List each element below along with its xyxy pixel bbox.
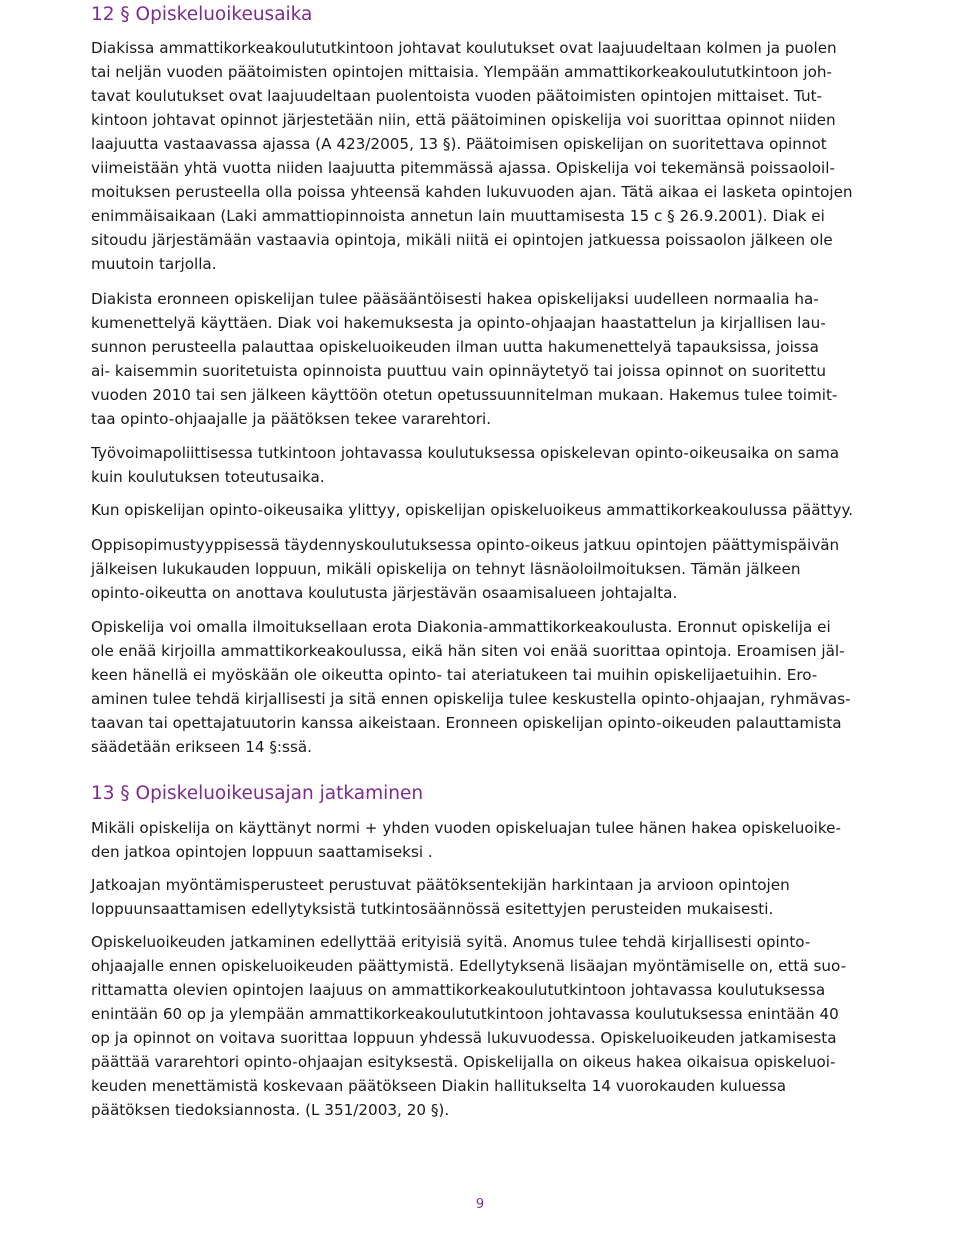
paragraph-opiskeluoikeusaika-duration: Diakissa ammattikorkeakoulututkintoon johtavat koulutukset ovat laajuudeltaan kolmen ja puolen tai neljän vuoden päätoimisten opintojen mittaisia. Ylempään ammattikorkeakoulututkintoon joh- tavat koulutukset ovat laajuudeltaan puolentoista vuoden päätoimisten opintojen mittaiset. Tut- kintoon johtavat opinnot järjestetään niin, että päätoiminen opiskelija voi suorittaa opinnot niiden laajuutta vastaavassa ajassa (A 423/2005, 13 §). Päätoimisen opiskelijan on suoritettava opinnot viimeistään yhtä vuotta niiden laajuutta pitemmässä ajassa. Opiskelija voi tekemänsä poissaoloil- moituksen perusteella olla poissa yhteensä kahden lukuvuoden ajan. Tätä aikaa ei lasketa opintojen enimmäisaikaan (Laki ammattiopinnoista annetun lain muuttamisesta 15 c § 26.9.2001). Diak ei sitoudu järjestämään vastaavia opintoja, mikäli niitä ei opintojen jatkuessa poissaolon jälkeen ole muutoin tarjolla. xyxy=(91,39,853,273)
paragraph-labour-policy-training: Työvoimapoliittisessa tutkintoon johtavassa koulutuksessa opiskelevan opinto-oikeusaika on sama kuin koulutuksen toteutusaika. xyxy=(91,444,840,486)
paragraph-extension-conditions: Opiskeluoikeuden jatkaminen edellyttää erityisiä syitä. Anomus tulee tehdä kirjallisesti opinto- ohjaajalle ennen opiskeluoikeuden päättymistä. Edellytyksenä lisäajan myöntämiselle on, että suo- rittamatta olevien opintojen laajuus on ammattikorkeakoulututkintoon johtavassa koulutuksessa enintään 60 op ja ylempään ammattikorkeakoulututkintoon johtavassa koulutuksessa enintään 40 op ja opinnot on voitava suorittaa loppuun yhdessä lukuvuodessa. Opiskeluoikeuden jatkamisesta päättää vararehtori opinto-ohjaajan esityksestä. Opiskelijalla on oikeus hakea oikaisua opiskeluoi- keuden menettämistä koskevaan päätökseen Diakin hallitukselta 14 vuorokauden kuluessa päätöksen tiedoksiannosta. (L 351/2003, 20 §). xyxy=(91,933,847,1119)
section-13-heading: 13 § Opiskeluoikeusajan jatkaminen xyxy=(91,783,424,804)
paragraph-right-expires: Kun opiskelijan opinto-oikeusaika ylittyy, opiskelijan opiskeluoikeus ammattikorkeakoulussa päättyy. xyxy=(91,501,854,519)
paragraph-extension-application: Mikäli opiskelija on käyttänyt normi + yhden vuoden opiskeluajan tulee hänen hakea opiskeluoike- den jatkoa opintojen loppuun saattamiseksi . xyxy=(91,819,841,861)
section-12-heading: 12 § Opiskeluoikeusaika xyxy=(91,4,313,25)
page-number: 9 xyxy=(475,1197,485,1212)
paragraph-extension-criteria: Jatkoajan myöntämisperusteet perustuvat päätöksentekijän harkintaan ja arvioon opintojen loppuunsaattamisen edellytyksistä tutkintosäännössä esitettyjen perusteiden mukaisesti. xyxy=(91,876,790,918)
paragraph-readmission: Diakista eronneen opiskelijan tulee pääsääntöisesti hakea opiskelijaksi uudelleen normaalia ha- kumenettelyä käyttäen. Diak voi hakemuksesta ja opinto-ohjaajan haastattelun ja kirjallisen lau- sunnon perusteella palauttaa opiskeluoikeuden ilman uutta hakumenettelyä tapauksissa, joissa ai- kaisemmin suoritetuista opinnoista puuttuu vain opinnäytetyö tai joissa opinnot on suoritettu vuoden 2010 tai sen jälkeen käyttöön otetun opetussuunnitelman mukaan. Hakemus tulee toimit- taa opinto-ohjaajalle ja päätöksen tekee vararehtori. xyxy=(91,290,838,428)
paragraph-resignation: Opiskelija voi omalla ilmoituksellaan erota Diakonia-ammattikorkeakoulusta. Eronnut opiskelija ei ole enää kirjoilla ammattikorkeakoulussa, eikä hän siten voi enää suorittaa opintoja. Eroamisen jäl- keen hänellä ei myöskään ole oikeutta opinto- tai ateriatukeen tai muihin opiskelijaetuihin. Ero- aminen tulee tehdä kirjallisesti ja sitä ennen opiskelija tulee keskustella opinto-ohjaajan, ryhmävas- taavan tai opettajatuutorin kanssa aikeistaan. Eronneen opiskelijan opinto-oikeuden palauttamista säädetään erikseen 14 §:ssä. xyxy=(91,618,851,756)
paragraph-apprenticeship: Oppisopimustyyppisessä täydennyskoulutuksessa opinto-oikeus jatkuu opintojen päättymispäivän jälkeisen lukukauden loppuun, mikäli opiskelija on tehnyt läsnäoloilmoituksen. Tämän jälkeen opinto-oikeutta on anottava koulutusta järjestävän osaamisalueen johtajalta. xyxy=(91,536,840,602)
